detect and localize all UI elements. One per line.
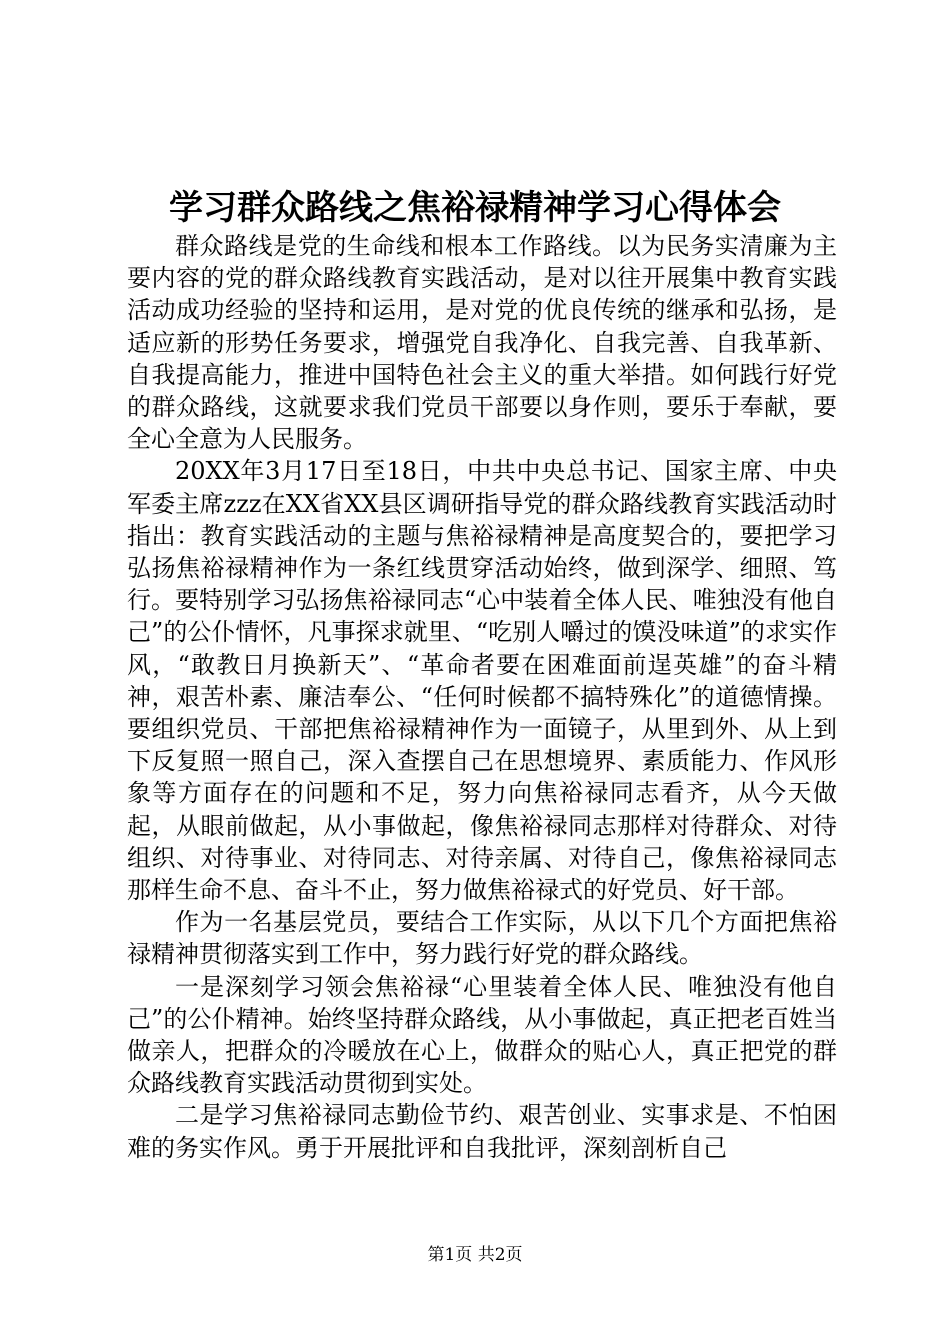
paragraph-3: 作为一名基层党员，要结合工作实际，从以下几个方面把焦裕禄精神贯彻落实到工作中，努力践行好党的群众路线。 [127, 908, 837, 969]
document-body [127, 230, 837, 1164]
paragraph-2: 20XX年3月17日至18日，中共中央总书记、国家主席、中央军委主席zzz在XX省XX县区调研指导党的群众路线教育实践活动时指出：教育实践活动的主题与焦裕禄精神是高度契合的，要把学习弘扬焦裕禄精神作为一条红线贯穿活动始终，做到深学、细照、笃行。要特别学习弘扬焦裕禄同志“心中装着全体人民、唯独没有他自己”的公仆情怀，凡事探求就里、“吃别人嚼过的馍没味道”的求实作风，“敢教日月换新天”、“革命者要在困难面前逞英雄”的奋斗精神，艰苦朴素、廉洁奉公、“任何时候都不搞特殊化”的道德情操。要组织党员、干部把焦裕禄精神作为一面镜子，从里到外、从上到下反复照一照自己，深入查摆自己在思想境界、素质能力、作风形象等方面存在的问题和不足，努力向焦裕禄同志看齐，从今天做起，从眼前做起，从小事做起，像焦裕禄同志那样对待群众、对待组织、对待事业、对待同志、对待亲属、对待自己，像焦裕禄同志那样生命不息、奋斗不止，努力做焦裕禄式的好党员、好干部。 [127, 457, 837, 905]
page-footer: 第1页 共2页 [427, 1245, 523, 1265]
paragraph-4: 一是深刻学习领会焦裕禄“心里装着全体人民、唯独没有他自己”的公仆精神。始终坚持群众路线，从小事做起，真正把老百姓当做亲人，把群众的冷暖放在心上，做群众的贴心人，真正把党的群众路线教育实践活动贯彻到实处。 [127, 972, 837, 1098]
paragraph-1: 群众路线是党的生命线和根本工作路线。以为民务实清廉为主要内容的党的群众路线教育实践活动，是对以往开展集中教育实践活动成功经验的坚持和运用，是对党的优良传统的继承和弘扬，是适应新的形势任务要求，增强党自我净化、自我完善、自我革新、自我提高能力，推进中国特色社会主义的重大举措。如何践行好党的群众路线，这就要求我们党员干部要以身作则，要乐于奉献，要全心全意为人民服务。 [127, 232, 837, 454]
page-title: 学习群众路线之焦裕禄精神学习心得体会 [169, 188, 781, 228]
paragraph-5: 二是学习焦裕禄同志勤俭节约、艰苦创业、实事求是、不怕困难的务实作风。勇于开展批评和自我批评，深刻剖析自己 [127, 1101, 837, 1162]
